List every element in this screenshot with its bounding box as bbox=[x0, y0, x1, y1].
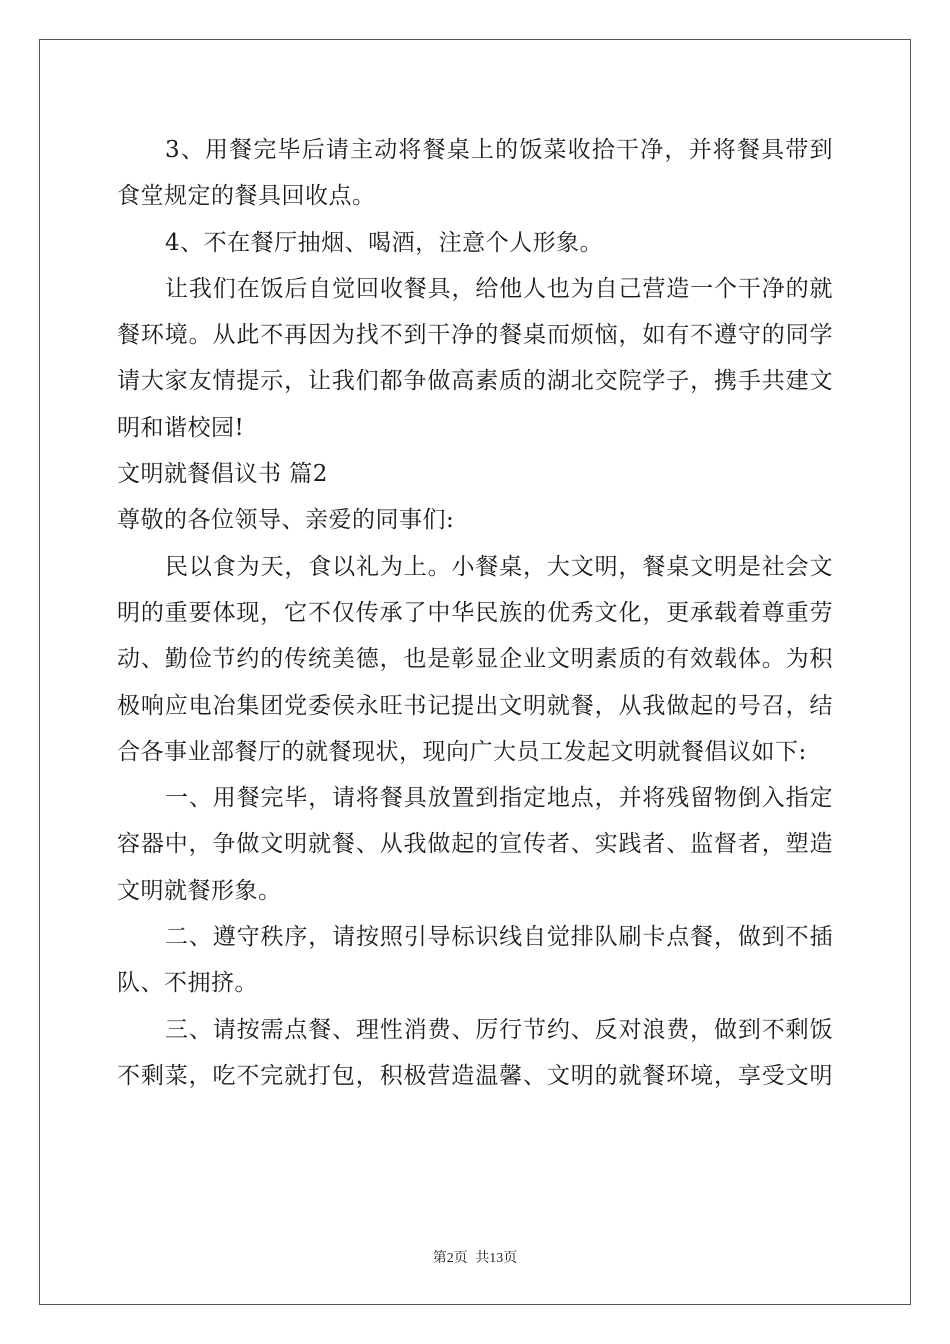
paragraph bbox=[117, 127, 833, 220]
page-footer bbox=[0, 1247, 950, 1267]
text-line: 让我们在饭后自觉回收餐具，给他人也为自己营造一个干净的就 bbox=[165, 275, 833, 302]
paragraph bbox=[117, 1007, 833, 1100]
text-line: 文明就餐倡议书 篇2 bbox=[117, 461, 328, 488]
paragraph bbox=[117, 914, 833, 1007]
paragraph bbox=[117, 497, 833, 543]
paragraph bbox=[117, 220, 833, 266]
text-line: 二、遵守秩序，请按照引导标识线自觉排队刷卡点餐，做到不插 bbox=[165, 924, 833, 951]
paragraph bbox=[117, 544, 833, 775]
text-line: 不剩菜，吃不完就打包，积极营造温馨、文明的就餐环境，享受文明 bbox=[117, 1062, 833, 1089]
text-line: 容器中，争做文明就餐、从我做起的宣传者、实践者、监督者，塑造 bbox=[117, 831, 833, 858]
page-total: 共13页 bbox=[475, 1251, 518, 1266]
text-line: 民以食为天，食以礼为上。小餐桌，大文明，餐桌文明是社会文 bbox=[165, 553, 833, 580]
text-line: 3、用餐完毕后请主动将餐桌上的饭菜收拾干净，并将餐具带到 bbox=[165, 137, 833, 163]
text-line: 明的重要体现，它不仅传承了中华民族的优秀文化，更承载着尊重劳 bbox=[117, 599, 833, 626]
text-line: 合各事业部餐厅的就餐现状，现向广大员工发起文明就餐倡议如下: bbox=[117, 738, 807, 765]
page-number: 第2页 bbox=[432, 1251, 468, 1266]
text-line: 明和谐校园! bbox=[117, 414, 245, 441]
text-line: 队、不拥挤。 bbox=[117, 970, 258, 997]
text-line: 极响应电冶集团党委侯永旺书记提出文明就餐，从我做起的号召，结 bbox=[117, 692, 833, 719]
text-line: 请大家友情提示，让我们都争做高素质的湖北交院学子，携手共建文 bbox=[117, 368, 833, 395]
text-line: 尊敬的各位领导、亲爱的同事们: bbox=[117, 507, 455, 534]
paragraph bbox=[117, 451, 833, 497]
paragraph bbox=[117, 266, 833, 451]
text-line: 三、请按需点餐、理性消费、厉行节约、反对浪费，做到不剩饭 bbox=[165, 1016, 833, 1043]
text-line: 动、勤俭节约的传统美德，也是彰显企业文明素质的有效载体。为积 bbox=[117, 646, 833, 673]
text-line: 一、用餐完毕，请将餐具放置到指定地点，并将残留物倒入指定 bbox=[165, 785, 833, 812]
document-body bbox=[117, 127, 833, 1099]
paragraph bbox=[117, 775, 833, 914]
text-line: 餐环境。从此不再因为找不到干净的餐桌而烦恼，如有不遵守的同学 bbox=[117, 322, 833, 349]
text-line: 食堂规定的餐具回收点。 bbox=[117, 183, 376, 210]
text-line: 文明就餐形象。 bbox=[117, 877, 282, 904]
text-line: 4、不在餐厅抽烟、喝酒，注意个人形象。 bbox=[165, 229, 604, 256]
